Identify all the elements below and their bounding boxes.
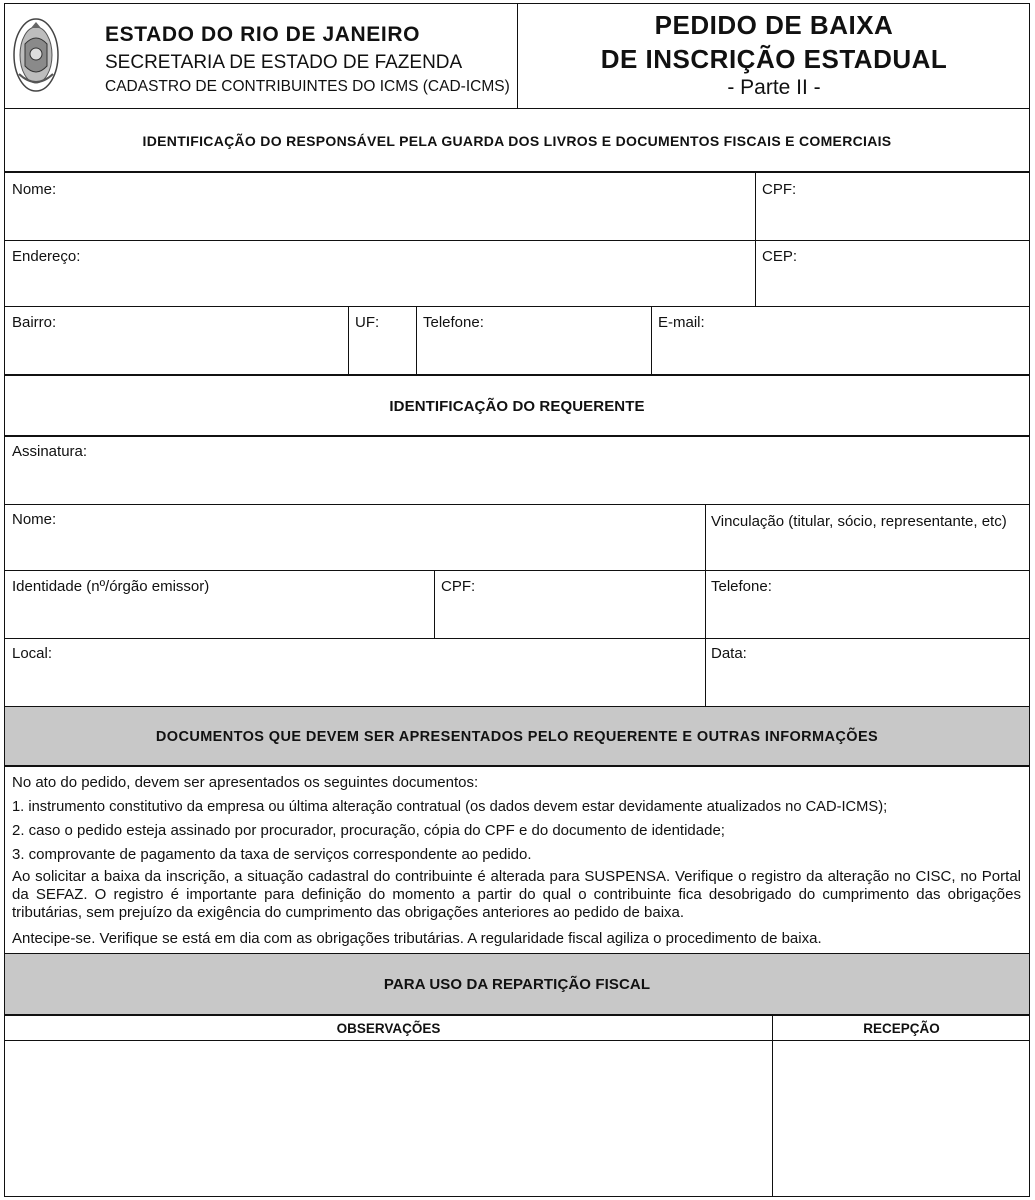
requerente-assinatura-label: Assinatura: <box>12 443 88 460</box>
responsavel-telefone-label: Telefone: <box>423 314 484 331</box>
divider <box>5 240 1029 241</box>
divider <box>5 435 1029 437</box>
cadastro-label: CADASTRO DE CONTRIBUINTES DO ICMS (CAD-ICMS) <box>105 78 510 95</box>
state-title: ESTADO DO RIO DE JANEIRO <box>105 23 421 46</box>
requerente-cpf-field[interactable] <box>436 572 705 638</box>
coat-of-arms-icon <box>11 14 61 96</box>
section-title-documentos: DOCUMENTOS QUE DEVEM SER APRESENTADOS PELO REQUERENTE E OUTRAS INFORMAÇÕES <box>5 707 1029 766</box>
divider <box>416 307 417 375</box>
recepcao-header: RECEPÇÃO <box>863 1021 940 1036</box>
responsavel-cep-label: CEP: <box>762 248 798 265</box>
documentos-intro: No ato do pedido, devem ser apresentados os seguintes documentos: <box>12 774 479 791</box>
responsavel-uf-label: UF: <box>355 314 380 331</box>
section-title-reparticao: PARA USO DA REPARTIÇÃO FISCAL <box>5 954 1029 1015</box>
divider <box>5 306 1029 307</box>
responsavel-email-label: E-mail: <box>658 314 705 331</box>
requerente-identidade-field[interactable] <box>5 572 434 638</box>
responsavel-endereco-field[interactable] <box>5 242 755 306</box>
form-title-line1: PEDIDO DE BAIXA <box>654 10 894 40</box>
section-title-requerente: IDENTIFICAÇÃO DO REQUERENTE <box>389 397 645 415</box>
responsavel-cpf-field[interactable] <box>757 174 1029 240</box>
divider <box>5 638 1029 639</box>
responsavel-cep-field[interactable] <box>757 242 1029 306</box>
requerente-nome-field[interactable] <box>5 506 705 570</box>
responsavel-bairro-field[interactable] <box>5 308 348 374</box>
documentos-note-1: Ao solicitar a baixa da inscrição, a situação cadastral do contribuinte é alterada para SUSPENSA. Verifique o registro da alteração no CISC, no Portal da SEFAZ. O registro é importante para definição do momento a partir do qual o contribuinte fica desobrigado do cumprimento das obrigações tributárias, sem prejuízo da exigência do cumprimento das obrigações anteriores ao pedido de baixa. <box>12 868 1021 921</box>
requerente-data-label: Data: <box>711 645 747 662</box>
requerente-cpf-label: CPF: <box>441 578 476 595</box>
responsavel-email-field[interactable] <box>653 308 1029 374</box>
divider <box>434 571 435 639</box>
responsavel-nome-field[interactable] <box>5 174 755 240</box>
responsavel-endereco-label: Endereço: <box>12 248 81 265</box>
responsavel-nome-label: Nome: <box>12 181 57 198</box>
divider <box>5 570 1029 571</box>
divider <box>772 1015 773 1197</box>
divider <box>5 108 1029 109</box>
requerente-nome-label: Nome: <box>12 511 57 528</box>
requerente-local-field[interactable] <box>5 640 705 706</box>
requerente-assinatura-field[interactable] <box>5 438 1029 504</box>
divider <box>5 504 1029 505</box>
section-title-responsavel: IDENTIFICAÇÃO DO RESPONSÁVEL PELA GUARDA DOS LIVROS E DOCUMENTOS FISCAIS E COMERCIAIS <box>142 133 892 149</box>
recepcao-field[interactable] <box>774 1042 1029 1196</box>
requerente-data-field[interactable] <box>707 640 1029 706</box>
responsavel-cpf-label: CPF: <box>762 181 797 198</box>
requerente-vinculacao-field[interactable] <box>707 506 1029 570</box>
divider <box>348 307 349 375</box>
requerente-identidade-label: Identidade (nº/órgão emissor) <box>12 578 210 595</box>
observacoes-divider <box>5 1040 1029 1041</box>
form-title-line2: DE INSCRIÇÃO ESTADUAL <box>600 44 948 74</box>
documentos-note-2: Antecipe-se. Verifique se está em dia com as obrigações tributárias. A regularidade fiscal agiliza o procedimento de baixa. <box>12 930 822 947</box>
requerente-local-label: Local: <box>12 645 53 662</box>
divider <box>705 505 706 706</box>
requerente-telefone-field[interactable] <box>707 572 1029 638</box>
observacoes-header: OBSERVAÇÕES <box>336 1021 441 1036</box>
documentos-item-2: 2. caso o pedido esteja assinado por procurador, procuração, cópia do CPF e do documento de identidade; <box>12 822 725 839</box>
form-document <box>4 3 1030 1197</box>
documentos-item-1: 1. instrumento constitutivo da empresa ou última alteração contratual (os dados devem estar devidamente atualizados no CAD-ICMS); <box>12 799 888 815</box>
responsavel-telefone-field[interactable] <box>418 308 651 374</box>
documentos-item-3: 3. comprovante de pagamento da taxa de serviços correspondente ao pedido. <box>12 846 532 863</box>
divider <box>5 765 1029 767</box>
divider <box>651 307 652 375</box>
observacoes-field[interactable] <box>5 1042 772 1196</box>
requerente-vinculacao-label: Vinculação (titular, sócio, representante, etc) <box>711 513 1007 530</box>
form-title-block <box>518 4 1030 108</box>
responsavel-uf-field[interactable] <box>350 308 416 374</box>
form-part-label: - Parte II - <box>727 76 821 99</box>
requerente-telefone-label: Telefone: <box>711 578 772 595</box>
divider <box>5 171 1029 173</box>
responsavel-bairro-label: Bairro: <box>12 314 57 331</box>
divider <box>5 1014 1029 1016</box>
secretaria-label: SECRETARIA DE ESTADO DE FAZENDA <box>105 52 463 73</box>
